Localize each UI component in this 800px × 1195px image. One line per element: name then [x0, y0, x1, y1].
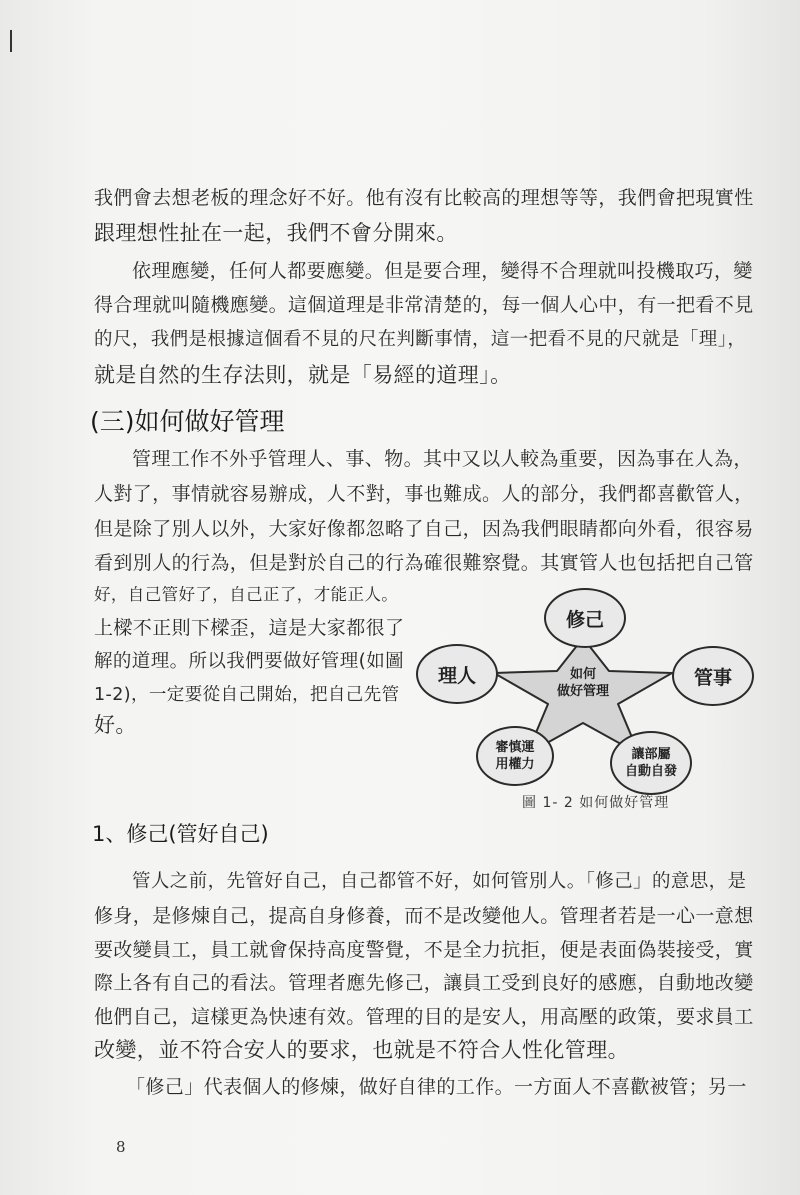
- text-line: 際上各有自己的看法。管理者應先修己，讓員工受到良好的感應，自動地改變: [94, 972, 754, 994]
- diagram-node-bottom-left: 審慎運 用權力: [476, 726, 554, 786]
- page-edge-mark: [10, 30, 12, 52]
- text-line: 跟理想性扯在一起，我們不會分開來。: [94, 221, 458, 245]
- text-line: 修身，是修煉自己，提高自身修養，而不是改變他人。管理者若是一心一意想: [94, 905, 754, 927]
- text-line: 人對了，事情就容易辦成，人不對，事也難成。人的部分，我們都喜歡管人，: [94, 483, 754, 505]
- diagram-center-label: 如何 做好管理: [556, 667, 609, 699]
- diagram-node-left: 理人: [416, 644, 498, 704]
- text-line: 我們會去想老板的理念好不好。他有沒有比較高的理想等等，我們會把現實性: [94, 187, 754, 209]
- diagram-node-bottom-right: 讓部屬 自動自發: [610, 731, 692, 795]
- management-star-diagram: [410, 580, 755, 818]
- text-line: 1-2)，一定要從自己開始，把自己先管: [94, 685, 400, 705]
- text-line: 看到別人的行為，但是對於自己的行為確很難察覺。其實管人也包括把自己管: [94, 552, 754, 574]
- text-line: 好，自己管好了，自己正了，才能正人。: [94, 585, 399, 604]
- page-number: 8: [116, 1138, 126, 1156]
- text-line: 上樑不正則下樑歪，這是大家都很了: [94, 617, 405, 639]
- text-line: 管理工作不外乎管理人、事、物。其中又以人較為重要，因為事在人為，: [132, 448, 753, 470]
- text-line: 好。: [94, 713, 137, 737]
- text-line: 管人之前，先管好自己，自己都管不好，如何管別人。「修己」的意思，是: [132, 871, 747, 892]
- subsection-heading: 1、修己(管好自己): [92, 822, 269, 846]
- text-line: 他們自己，這樣更為快速有效。管理的目的是安人，用高壓的政策，要求員工: [94, 1006, 754, 1028]
- figure-caption: 圖 1- 2 如何做好管理: [522, 795, 670, 811]
- text-line: 得合理就叫隨機應變。這個道理是非常清楚的，每一個人心中，有一把看不見: [94, 294, 754, 316]
- text-line: 就是自然的生存法則，就是「易經的道理」。: [94, 363, 512, 387]
- text-line: 依理應變，任何人都要應變。但是要合理，變得不合理就叫投機取巧，變: [132, 260, 753, 282]
- text-line: 但是除了別人以外，大家好像都忽略了自己，因為我們眼睛都向外看，很容易: [94, 518, 754, 540]
- section-heading: (三)如何做好管理: [90, 407, 285, 436]
- diagram-node-top: 修己: [544, 588, 626, 648]
- text-line: 要改變員工，員工就會保持高度警覺，不是全力抗拒，便是表面偽裝接受，實: [94, 939, 754, 961]
- text-line: 改變，並不符合安人的要求，也就是不符合人性化管理。: [94, 1038, 629, 1062]
- text-line: 的尺，我們是根據這個看不見的尺在判斷事情，這一把看不見的尺就是「理」，: [94, 329, 747, 350]
- text-line: 「修己」代表個人的修煉，做好自律的工作。一方面人不喜歡被管；另一: [126, 1076, 747, 1098]
- text-line: 解的道理。所以我們要做好管理(如圖: [94, 651, 405, 672]
- diagram-node-right: 管事: [672, 646, 754, 706]
